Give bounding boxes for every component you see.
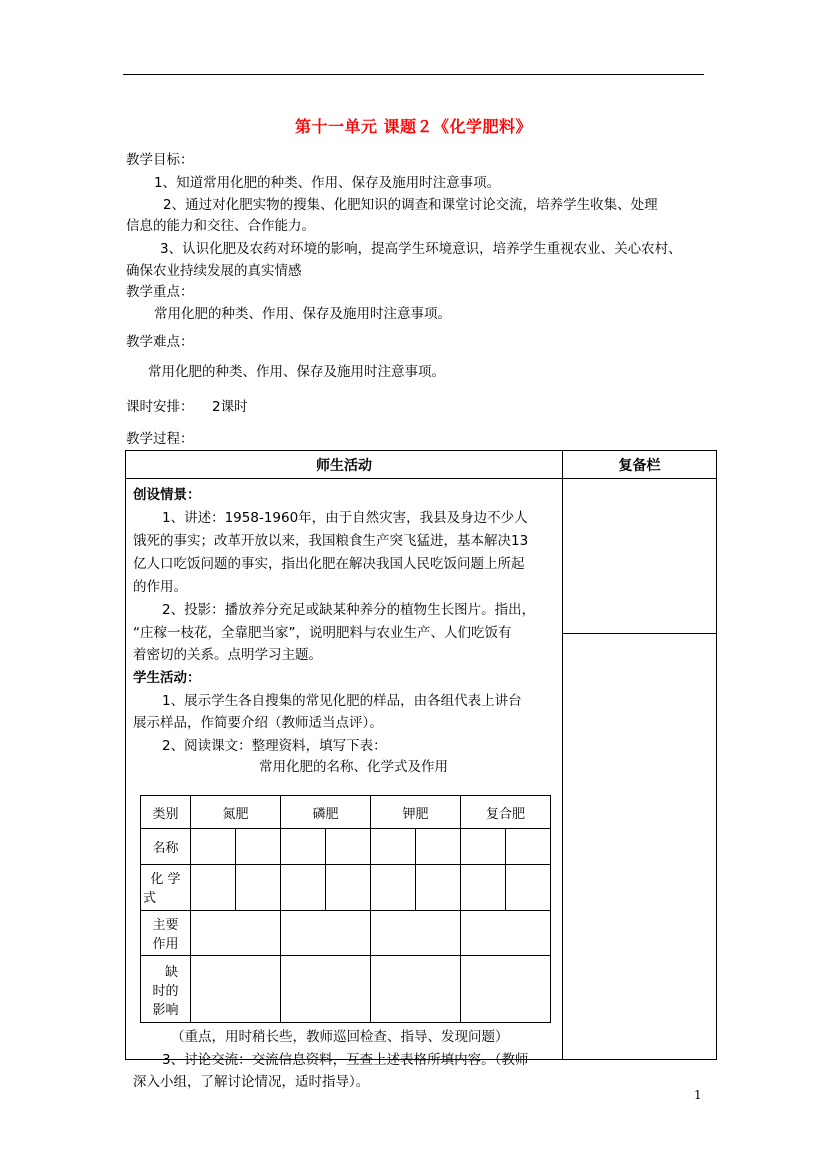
row-label-formula xyxy=(141,864,191,910)
student-heading: 学生活动： xyxy=(133,670,201,686)
goal-3-line-1: 3、认识化肥及农药对环境的影响，提高学生环境意识，培养学生重视农业、关心农村、 xyxy=(160,241,682,257)
header-rule xyxy=(123,74,704,75)
blank-cell xyxy=(281,864,326,910)
activity-cell xyxy=(126,479,563,1090)
difficulty-text: 常用化肥的种类、作用、保存及施用时注意事项。 xyxy=(148,364,445,380)
blank-cell xyxy=(326,829,371,864)
difficulty-heading: 教学难点： xyxy=(126,334,194,350)
header-category: 类别 xyxy=(141,796,191,829)
schedule-label: 课时安排： xyxy=(126,399,194,415)
lesson-table xyxy=(125,450,717,1090)
goal-2-line-1: 2、通过对化肥实物的搜集、化肥知识的调查和课堂讨论交流，培养学生收集、处理 xyxy=(163,197,658,213)
page-number: 1 xyxy=(694,1088,702,1102)
row-label-effect-line-2: 作用 xyxy=(152,937,179,953)
page-title: 第十一单元 课题２《化学肥料》 xyxy=(294,117,533,136)
blank-cell xyxy=(191,910,281,955)
blank-cell xyxy=(191,829,236,864)
blank-cell xyxy=(461,910,551,955)
activity-1-line-1: 1、展示学生各自搜集的常见化肥的样品，由各组代表上讲台 xyxy=(162,693,522,709)
row-label-deficiency-line-2: 时的 xyxy=(152,983,179,999)
blank-cell xyxy=(281,829,326,864)
goal-1: 1、知道常用化肥的种类、作用、保存及施用时注意事项。 xyxy=(154,175,501,191)
blank-cell xyxy=(461,829,506,864)
goal-2-line-2: 信息的能力和交往、合作能力。 xyxy=(126,218,315,234)
activity-3-line-1: 3、讨论交流：交流信息资料，互查上述表格所填内容。（教师 xyxy=(162,1052,529,1068)
row-label-name: 名称 xyxy=(141,829,191,864)
row-label-deficiency-line-3: 影响 xyxy=(152,1002,179,1018)
process-heading: 教学过程： xyxy=(126,431,194,447)
activity-2: 2、阅读课文：整理资料，填写下表： xyxy=(162,738,387,754)
scene-item-2-line-2: “庄稼一枝花，全靠肥当家”，说明肥料与农业生产、人们吃饭有 xyxy=(133,625,512,641)
row-label-deficiency-line-1: 缺 xyxy=(164,964,178,980)
schedule-value: 2课时 xyxy=(212,399,248,415)
notes-column-header: 复备栏 xyxy=(563,451,717,479)
teacher-note: （重点，用时稍长些，教师巡回检查、指导、发现问题） xyxy=(171,1029,509,1045)
scene-item-2-line-1: 2、投影：播放养分充足或缺某种养分的植物生长图片。指出， xyxy=(162,602,536,618)
scene-item-1-line-1: 1、讲述：1958-1960年，由于自然灾害，我县及身边不少人 xyxy=(162,510,528,526)
row-label-formula-line-1: 化 学 xyxy=(150,872,181,888)
blank-cell xyxy=(371,829,416,864)
activity-1-line-2: 展示样品，作简要介绍（教师适当点评）。 xyxy=(133,715,383,731)
header-potassium: 钾肥 xyxy=(371,796,461,829)
blank-cell xyxy=(371,956,461,1023)
activity-3-line-2: 深入小组，了解讨论情况，适时指导）。 xyxy=(133,1074,370,1090)
blank-cell xyxy=(236,829,281,864)
goals-heading: 教学目标： xyxy=(126,152,194,168)
key-text: 常用化肥的种类、作用、保存及施用时注意事项。 xyxy=(154,306,451,322)
fertilizer-table xyxy=(140,795,551,1023)
scene-item-1-line-2: 饿死的事实；改革开放以来，我国粮食生产突飞猛进，基本解决13 xyxy=(133,533,529,549)
inner-table-caption: 常用化肥的名称、化学式及作用 xyxy=(259,759,448,775)
key-heading: 教学重点： xyxy=(126,284,194,300)
activity-column-header: 师生活动 xyxy=(126,451,563,479)
row-label-effect xyxy=(141,910,191,955)
row-label-formula-line-2: 式 xyxy=(143,891,157,907)
scene-heading: 创设情景： xyxy=(133,487,201,503)
blank-cell xyxy=(371,864,416,910)
scene-item-1-line-3: 亿人口吃饭问题的事实，指出化肥在解决我国人民吃饭问题上所起 xyxy=(133,556,525,572)
blank-cell xyxy=(281,910,371,955)
notes-cell-top xyxy=(563,479,717,634)
header-compound: 复合肥 xyxy=(461,796,551,829)
header-nitrogen: 氮肥 xyxy=(191,796,281,829)
blank-cell xyxy=(506,864,551,910)
blank-cell xyxy=(326,864,371,910)
notes-cell-bottom xyxy=(563,634,717,1060)
blank-cell xyxy=(236,864,281,910)
row-label-deficiency xyxy=(141,956,191,1023)
blank-cell xyxy=(191,956,281,1023)
scene-item-1-line-4: 的作用。 xyxy=(133,579,187,595)
scene-item-2-line-3: 着密切的关系。点明学习主题。 xyxy=(133,647,322,663)
blank-cell xyxy=(506,829,551,864)
goal-3-line-2: 确保农业持续发展的真实情感 xyxy=(126,263,302,279)
blank-cell xyxy=(461,956,551,1023)
blank-cell xyxy=(371,910,461,955)
blank-cell xyxy=(281,956,371,1023)
blank-cell xyxy=(416,829,461,864)
blank-cell xyxy=(191,864,236,910)
blank-cell xyxy=(416,864,461,910)
blank-cell xyxy=(461,864,506,910)
header-phosphorus: 磷肥 xyxy=(281,796,371,829)
row-label-effect-line-1: 主要 xyxy=(152,918,179,934)
